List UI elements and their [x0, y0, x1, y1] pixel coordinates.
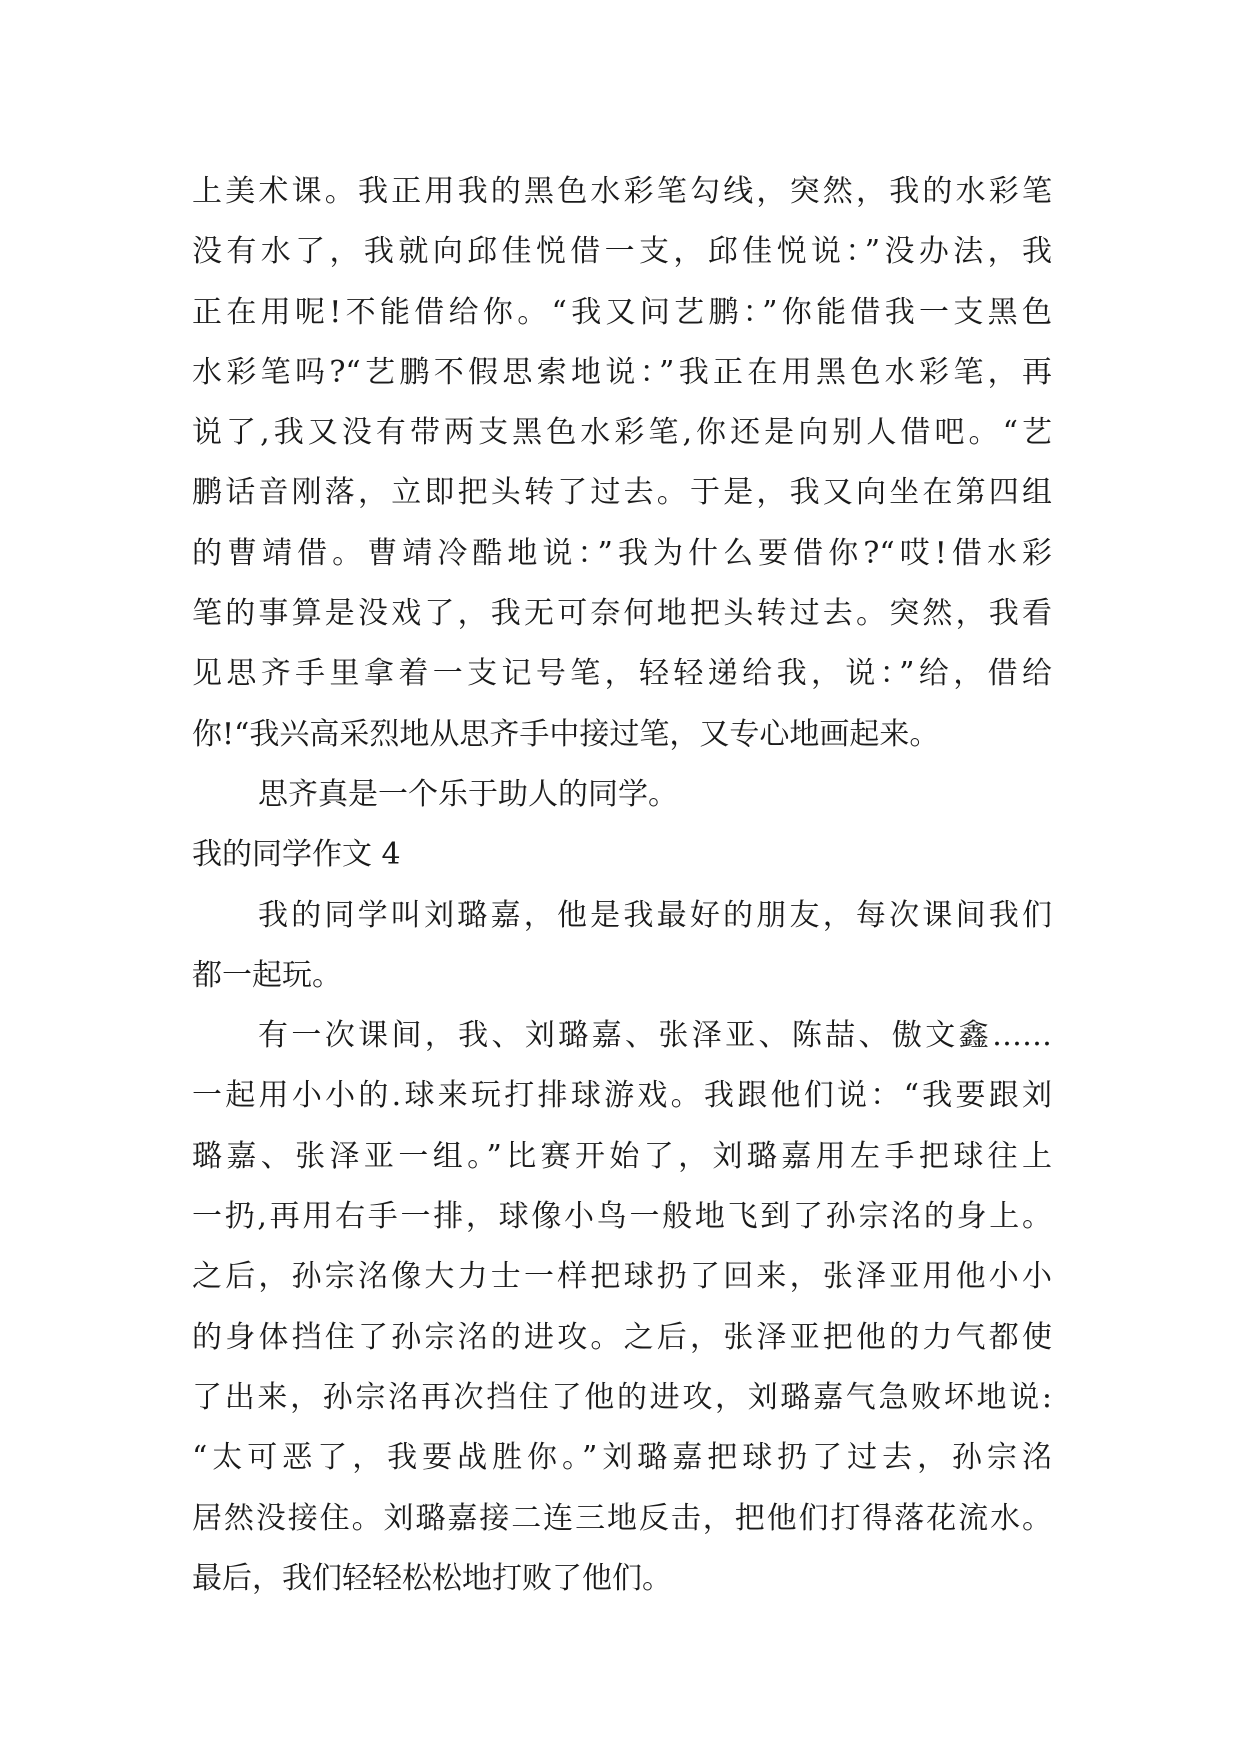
paragraph-line: 的曹靖借。曹靖冷酷地说：”我为什么要借你?“哎!借水彩 — [192, 535, 1052, 571]
paragraph-line: 最后，我们轻轻松松地打败了他们。 — [192, 1560, 672, 1596]
paragraph-line: 有一次课间，我、刘璐嘉、张泽亚、陈喆、傲文鑫…… — [258, 1018, 1052, 1054]
paragraph-line: “太可恶了，我要战胜你。”刘璐嘉把球扔了过去，孙宗洺 — [192, 1440, 1052, 1476]
paragraph-line: 都一起玩。 — [192, 957, 342, 993]
paragraph-line: 我的同学叫刘璐嘉，他是我最好的朋友，每次课间我们 — [258, 897, 1052, 933]
paragraph-line: 笔的事算是没戏了，我无可奈何地把头转过去。突然，我看 — [192, 596, 1052, 632]
paragraph-line: 之后，孙宗洺像大力士一样把球扔了回来，张泽亚用他小小 — [192, 1259, 1052, 1295]
paragraph-line: 思齐真是一个乐于助人的同学。 — [258, 776, 678, 812]
paragraph-line: 的身体挡住了孙宗洺的进攻。之后，张泽亚把他的力气都使 — [192, 1319, 1052, 1355]
paragraph-line: 鹏话音刚落，立即把头转了过去。于是，我又向坐在第四组 — [192, 475, 1052, 511]
section-heading: 我的同学作文 4 — [192, 837, 401, 873]
paragraph-line: 说了,我又没有带两支黑色水彩笔,你还是向别人借吧。“艺 — [192, 415, 1052, 451]
paragraph-line: 你!“我兴高采烈地从思齐手中接过笔，又专心地画起来。 — [192, 716, 940, 752]
paragraph-line: 正在用呢!不能借给你。“我又问艺鹏：”你能借我一支黑色 — [192, 294, 1052, 330]
paragraph-line: 没有水了，我就向邱佳悦借一支，邱佳悦说：”没办法，我 — [192, 234, 1052, 270]
paragraph-line: 见思齐手里拿着一支记号笔，轻轻递给我，说：”给，借给 — [192, 656, 1052, 692]
paragraph-line: 璐嘉、张泽亚一组。”比赛开始了，刘璐嘉用左手把球往上 — [192, 1138, 1052, 1174]
paragraph-line: 居然没接住。刘璐嘉接二连三地反击，把他们打得落花流水。 — [192, 1500, 1052, 1536]
paragraph-line: 水彩笔吗?“艺鹏不假思索地说：”我正在用黑色水彩笔，再 — [192, 354, 1052, 390]
paragraph-line: 一扔,再用右手一排，球像小鸟一般地飞到了孙宗洺的身上。 — [192, 1199, 1052, 1235]
paragraph-line: 上美术课。我正用我的黑色水彩笔勾线，突然，我的水彩笔 — [192, 174, 1052, 209]
paragraph-line: 一起用小小的.球来玩打排球游戏。我跟他们说：“我要跟刘 — [192, 1078, 1052, 1114]
essay-body — [192, 162, 1052, 1609]
paragraph-line: 了出来，孙宗洺再次挡住了他的进攻，刘璐嘉气急败坏地说: — [192, 1379, 1052, 1415]
